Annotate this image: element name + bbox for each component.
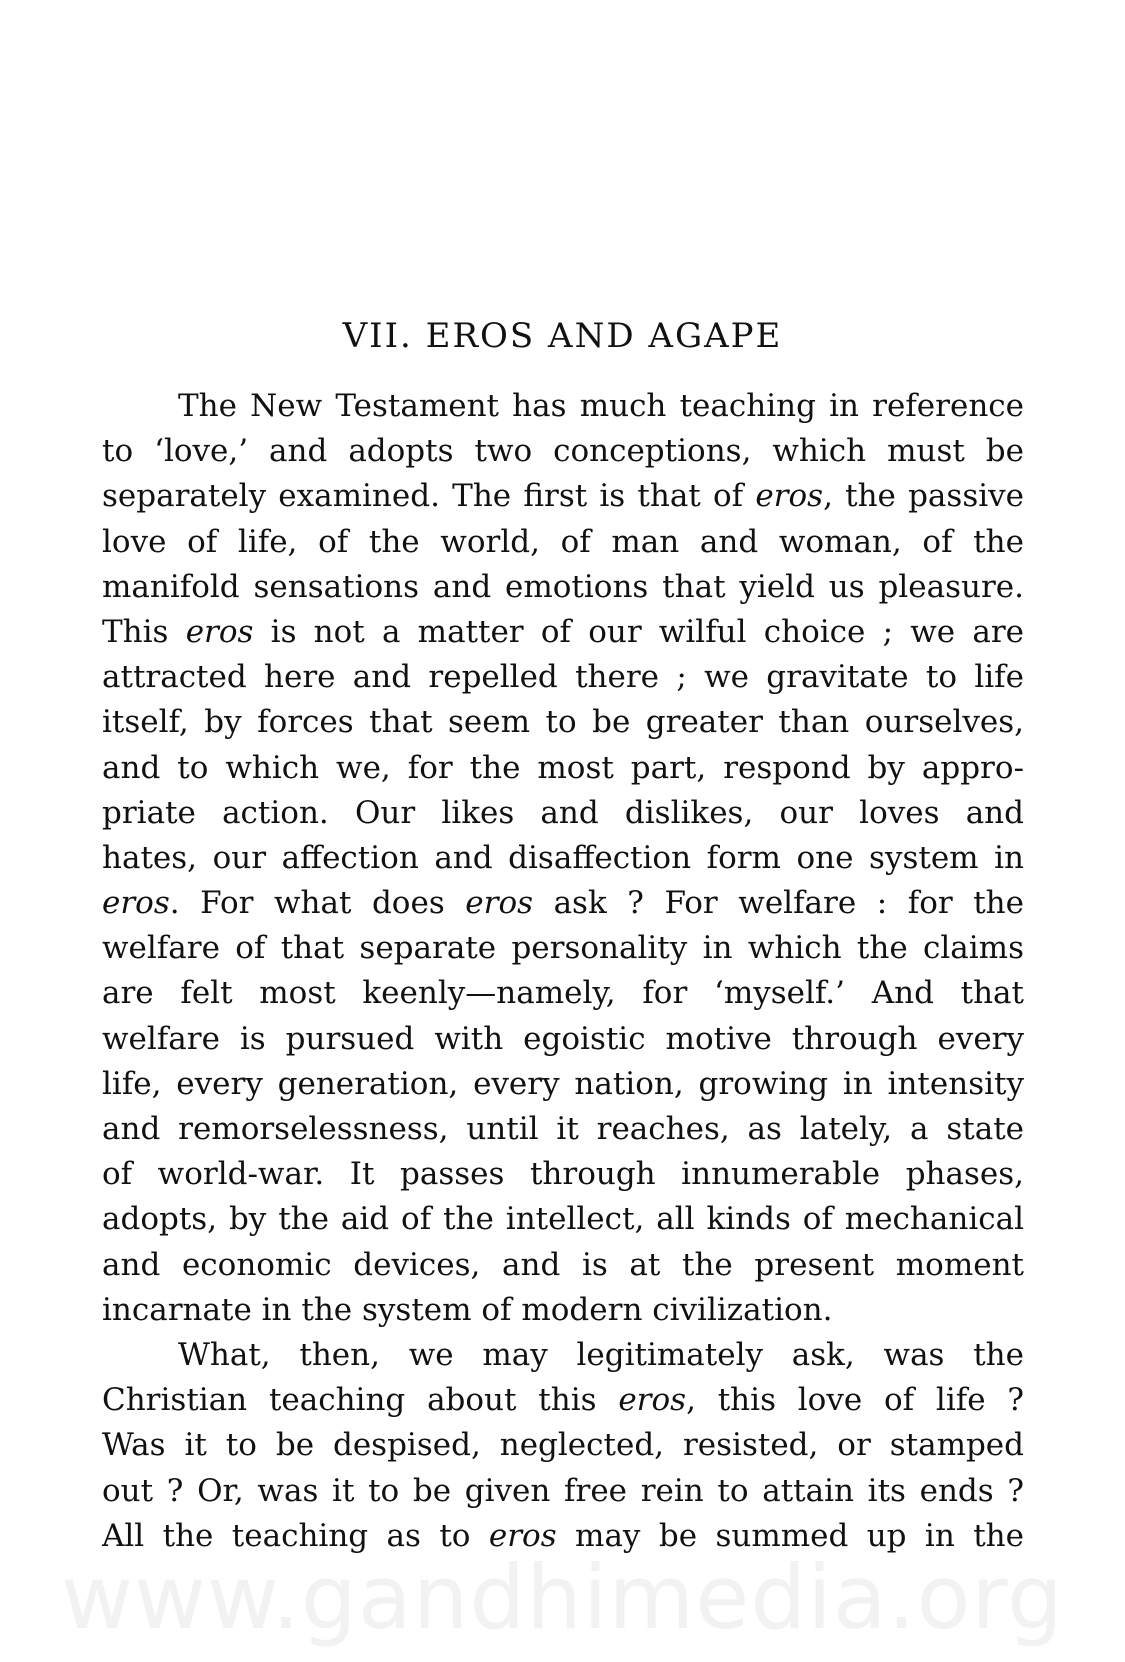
text-run: are felt most keenly—namely, for ‘myself.’ And that	[102, 975, 1024, 1012]
text-run: , this love of life ?	[686, 1382, 1024, 1419]
text-line	[102, 971, 1024, 1016]
text-line	[102, 836, 1024, 881]
text-line	[102, 1423, 1024, 1468]
text-run: welfare is pursued with egoistic motive through every	[102, 1020, 1024, 1057]
text-line	[102, 655, 1024, 700]
text-run: Christian teaching about this	[102, 1382, 619, 1419]
text-line	[102, 610, 1024, 655]
text-run: love of life, of the world, of man and woman, of the	[102, 523, 1024, 560]
text-line	[102, 1152, 1024, 1197]
text-line	[102, 1288, 1024, 1333]
text-line	[102, 1062, 1024, 1107]
chapter-heading: VII. EROS AND AGAPE	[342, 316, 783, 356]
text-run: is not a matter of our wilful choice ; we are	[253, 613, 1024, 650]
italic-term: eros	[488, 1517, 557, 1554]
text-run: out ? Or, was it to be given free rein to attain its ends ?	[102, 1472, 1024, 1509]
text-line	[102, 1469, 1024, 1514]
italic-term: eros	[755, 478, 824, 515]
text-run: welfare of that separate personality in which the claims	[102, 930, 1024, 967]
text-run: and remorselessness, until it reaches, as lately, a state	[102, 1111, 1024, 1147]
text-run: Was it to be despised, neglected, resisted, or stamped	[102, 1427, 1024, 1464]
italic-term: eros	[465, 885, 534, 922]
text-run: What, then, we may legitimately ask, was the	[178, 1336, 1024, 1373]
text-run: may be summed up in the	[556, 1517, 1024, 1554]
text-line	[102, 791, 1024, 836]
text-run: adopts, by the aid of the intellect, all kinds of mechanical	[102, 1201, 1024, 1238]
text-line	[102, 746, 1024, 791]
text-run: incarnate in the system of modern civilization.	[102, 1291, 833, 1328]
text-line	[102, 520, 1024, 565]
text-line	[102, 1197, 1024, 1242]
text-line	[102, 384, 1024, 429]
text-line	[102, 1017, 1024, 1062]
text-run: All the teaching as to	[102, 1517, 489, 1554]
text-run: attracted here and repelled there ; we gravitate to life	[102, 659, 1024, 696]
italic-term: eros	[185, 613, 254, 650]
text-line	[102, 1378, 1024, 1423]
text-line	[102, 1107, 1024, 1152]
text-line	[102, 1243, 1024, 1288]
text-run: hates, our affection and disaffection form one system in	[102, 839, 1024, 876]
italic-term: eros	[618, 1382, 687, 1419]
text-run: separately examined. The first is that of	[102, 478, 756, 515]
text-line	[102, 926, 1024, 971]
text-run: to ‘love,’ and adopts two conceptions, which must be	[102, 433, 1024, 470]
text-run: The New Testament has much teaching in reference	[178, 388, 1024, 424]
text-line	[102, 565, 1024, 610]
text-run: priate action. Our likes and dislikes, our loves and	[102, 794, 1024, 831]
text-line	[102, 881, 1024, 926]
text-run: of world-war. It passes through innumerable phases,	[102, 1156, 1024, 1193]
text-line	[102, 429, 1024, 474]
text-run: , the passive	[823, 478, 1024, 515]
text-line	[102, 700, 1024, 745]
text-line	[102, 1333, 1024, 1378]
text-run: and to which we, for the most part, respond by appro-	[102, 749, 1024, 786]
text-run: and economic devices, and is at the present moment	[102, 1246, 1024, 1283]
italic-term: eros	[102, 885, 170, 922]
text-run: . For what does	[169, 885, 466, 922]
watermark: www.gandhimedia.org	[61, 1546, 1064, 1649]
text-run: itself, by forces that seem to be greater than ourselves,	[102, 704, 1024, 741]
body-text	[102, 384, 1024, 1559]
text-line	[102, 474, 1024, 519]
text-run: ask ? For welfare : for the	[533, 885, 1024, 922]
text-run: life, every generation, every nation, growing in intensity	[102, 1065, 1024, 1102]
text-run: This	[102, 613, 186, 650]
text-run: manifold sensations and emotions that yield us pleasure.	[102, 568, 1024, 605]
